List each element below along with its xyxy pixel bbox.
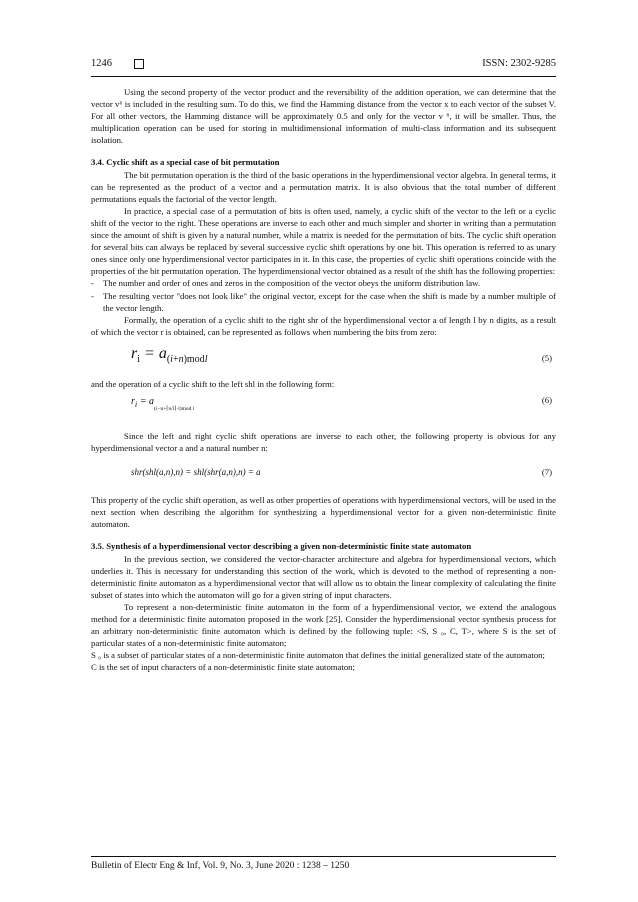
equation-number: (5) [541,352,552,363]
equation-number: (7) [541,467,552,478]
running-header [91,58,556,74]
paragraph: In practice, a special case of a permutation of bits is often used, namely, a cyclic shift of the vector to the left or a cyclic shift of the vector to the right. These operations are inverse to each other and much simpler and shorter in writing than a permutation since the amount of shift is given by a natural number, while a matrix is needed for the permutation of bits. The cyclic shift operation for several bits can always be replaced by several successive cyclic shift operations by one bit. This operation is referred to as unary ones since only one hyperdimensional vector participates in it. In this case, the properties of cyclic shift operations coincide with the properties of the bit permutation operation. The hyperdimensional vector obtained as a result of the shift has the following properties: [91,205,556,277]
paragraph: Using the second property of the vector product and the reversibility of the addition operation, we can determine that the vector v⁶ is included in the resulting sum. To do this, we find the Hamming distance from the vector x to each vector of the subset V. For all other vectors, the Hamming distance will be approximately 0.5 and only for the vector v ⁶, it will be smaller. Thus, the multiplication operation can be used for storing in multidimensional information of multi-class information and its subsequent isolation. [91,87,556,146]
header-rule [91,76,556,77]
paragraph: The bit permutation operation is the third of the basic operations in the hyperdimensional vector algebra. In general terms, it can be represented as the product of a vector and a permutation matrix. It is also obvious that the total number of different permutations equals the factorial of the vector length. [91,169,556,204]
paragraph: Since the left and right cyclic shift operations are inverse to each other, the following property is obvious for any hyperdimensional vector a and a natural number n: [91,430,556,454]
bullet-item: - The resulting vector "does not look like" the original vector, except for the case when the shift is made by a number multiple of the vector length. [91,290,556,313]
equation-5-formula: $r_i = a_{(i+n)modl}$ [131,344,208,366]
paragraph: To represent a non-deterministic finite automaton in the form of a hyperdimensional vector, we extend the analogous method for a deterministic finite automaton proposed in the work [25]. Consider the hyperdimensional vector synthesis process for an arbitrary non-deterministic finite automaton which is defined by the following tuple: <S, S ₀, C, T>, where S is the set of particular states of a non-deterministic finite automaton; [91,601,556,649]
section-heading-3-4: 3.4. Cyclic shift as a special case of bit permutation [91,157,280,168]
paragraph: and the operation of a cyclic shift to the left shl in the following form: [91,378,335,389]
equation-6-formula: $r_i = a_{(i-n+⌈n/l⌉\cdot l)mod l}$ [131,395,195,412]
bullet-item: - The number and order of ones and zeros in the composition of the vector obeys the uniform distribution law. [91,278,481,289]
square-icon [134,59,144,69]
equation-6 [91,390,556,430]
article-body [91,86,556,673]
paragraph: In the previous section, we considered the vector-character architecture and algebra for hyperdimensional vectors, which underlies it. This is necessary for understanding this section of the work, which is devoted to the method of representing a non-deterministic finite automaton as a hyperdimensional vector that will allow us to obtain the linear complexity of calculating the finite subset of states into which the automaton will go for a given string of input characters. [91,553,556,600]
equation-5 [91,338,556,378]
page-number: 1246 [91,58,112,69]
equation-7 [91,454,556,494]
equation-7-formula: shr(shl(a,n),n) = shl(shr(a,n),n) = a [131,467,261,478]
issn: ISSN: 2302-9285 [482,58,556,69]
paragraph: This property of the cyclic shift operation, as well as other properties of operations with hyperdimensional vectors, will be used in the next section when describing the algorithm for synthesizing a hyperdimensional vector for a given non-deterministic finite automaton. [91,495,556,530]
equation-number: (6) [541,394,552,405]
running-footer: Bulletin of Electr Eng & Inf, Vol. 9, No. 3, June 2020 : 1238 – 1250 [91,861,350,871]
paragraph: Formally, the operation of a cyclic shift to the right shr of the hyperdimensional vector a of length l by n digits, as a result of which the vector r is obtained, can be represented as follows when numbering the bits from zero: [91,314,556,337]
footer-rule [91,856,556,857]
section-heading-3-5: 3.5. Synthesis of a hyperdimensional vector describing a given non-deterministic finite state automaton [91,541,472,552]
paragraph: C is the set of input characters of a non-deterministic finite state automaton; [91,662,355,673]
paragraph: S ₀ is a subset of particular states of a non-deterministic finite automaton that defines the initial generalized state of the automaton; [91,650,545,661]
